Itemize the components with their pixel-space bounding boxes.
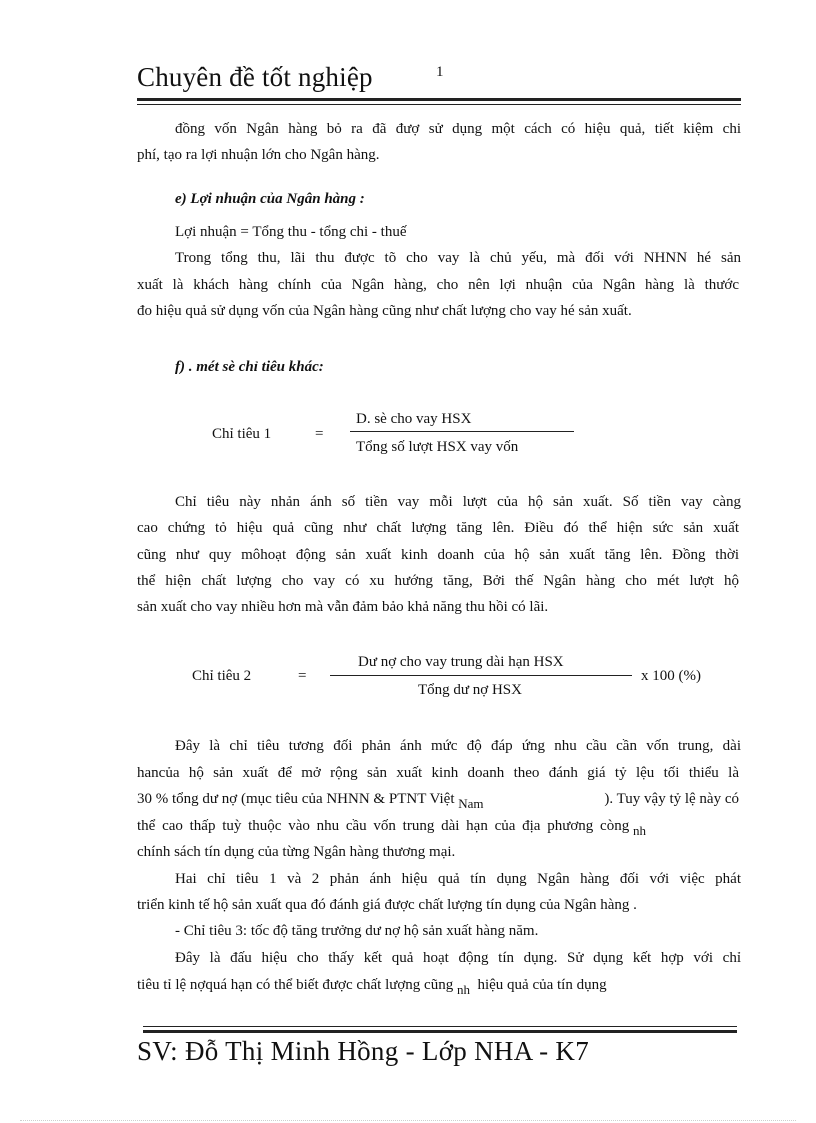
paragraph-line: triển kinh tế hộ sản xuất qua đó đánh giá được chất lượng tín dụng của Ngân hàng . — [137, 897, 637, 913]
footer-rule-top — [143, 1026, 737, 1027]
paragraph-line: Trong tổng thu, lãi thu được tõ cho vay là chủ yếu, mà đối với NHNN hé sản — [175, 250, 741, 266]
footer-rule-bottom — [143, 1030, 737, 1033]
paragraph-line: thể hiện chất lượng cho vay có xu hướng tăng, Bởi thế Ngân hàng cho mét lượt hộ — [137, 573, 739, 589]
page-edge-dots — [20, 1120, 796, 1121]
indicator-3: - Chỉ tiêu 3: tốc độ tăng trưởng dư nợ hộ sản xuất hàng năm. — [175, 923, 539, 939]
indicator-1-numerator: D. sè cho vay HSX — [356, 411, 472, 427]
section-heading-e: e) Lợi nhuận của Ngân hàng : — [175, 191, 365, 207]
paragraph-line-part — [137, 786, 484, 812]
indicator-2-numerator: Dư nợ cho vay trung dài hạn HSX — [358, 654, 564, 670]
indicator-1-fraction-bar — [350, 431, 574, 432]
header-rule-top — [137, 98, 741, 101]
paragraph-line-part: ). Tuy vậy tỷ lệ này có — [604, 791, 739, 807]
paragraph-line: cao chứng tỏ hiệu quả cũng như chất lượng tăng lên. Điều đó thể hiện sức sản xuất — [137, 520, 739, 536]
page-title: Chuyên đề tốt nghiệp — [137, 62, 373, 92]
paragraph-line: Đây là đấu hiệu cho thấy kết quả hoạt động tín dụng. Sử dụng kết hợp với chỉ — [175, 950, 741, 966]
indicator-2-denominator: Tổng dư nợ HSX — [418, 682, 522, 698]
paragraph-line: Hai chỉ tiêu 1 và 2 phản ánh hiệu quả tín dụng Ngân hàng đối với việc phát — [175, 871, 741, 887]
indicator-2-equals: = — [298, 668, 307, 684]
indicator-1-denominator: Tổng số lượt HSX vay vốn — [356, 439, 519, 455]
indicator-1-equals: = — [315, 426, 324, 442]
indicator-2-multiplier: x 100 (%) — [641, 668, 701, 684]
page-number: 1 — [436, 64, 444, 80]
footer-author: SV: Đỗ Thị Minh Hồng - Lớp NHA - K7 — [137, 1036, 590, 1066]
section-heading-f: f) . mét sè chỉ tiêu khác: — [175, 359, 324, 375]
paragraph-line: Đây là chỉ tiêu tương đối phản ánh mức độ đáp ứng nhu cầu cần vốn trung, dài — [175, 738, 741, 754]
indicator-2-fraction-bar — [330, 675, 632, 676]
paragraph-line: xuất là khách hàng chính của Ngân hàng, cho nên lợi nhuận của Ngân hàng là thước — [137, 277, 739, 293]
paragraph-line: đo hiệu quả sử dụng vốn của Ngân hàng cũng như chất lượng cho vay hé sản xuất. — [137, 303, 632, 319]
subscript-text: nh — [632, 823, 646, 838]
paragraph-line: phí, tạo ra lợi nhuận lớn cho Ngân hàng. — [137, 147, 380, 163]
paragraph-text: hiệu quả của tín dụng — [477, 977, 607, 993]
paragraph-line: sản xuất cho vay nhiều hơn mà vẫn đảm bảo khả năng thu hồi có lãi. — [137, 599, 549, 615]
paragraph-text: 30 % tổng dư nợ (mục tiêu của NHNN & PTNT Việt — [137, 791, 455, 807]
paragraph-line: đồng vốn Ngân hàng bỏ ra đã đượ sử dụng một cách có hiệu quả, tiết kiệm chi — [175, 121, 741, 137]
paragraph-line: Chỉ tiêu này nhản ánh số tiền vay mỗi lượt của hộ sản xuất. Số tiền vay càng — [175, 494, 741, 510]
paragraph-text: tiêu tỉ lệ nợquá hạn có thể biết được chất lượng cũng — [137, 977, 454, 993]
paragraph-text: thể cao thấp tuỳ thuộc vào nhu cầu vốn trung dài hạn của địa phương còng — [137, 818, 630, 834]
paragraph-line: cũng như quy môhoạt động sản xuất kinh doanh của hộ sản xuất tăng lên. Đồng thời — [137, 547, 739, 563]
paragraph-line — [137, 972, 607, 998]
paragraph-line — [137, 813, 646, 839]
subscript-text: nh — [456, 982, 470, 997]
paragraph-line: hancủa hộ sản xuất để mở rộng sản xuất kinh doanh theo đánh giá tỷ lệu tối thiểu là — [137, 765, 739, 781]
indicator-1-label: Chỉ tiêu 1 — [212, 426, 272, 442]
paragraph-line — [137, 786, 739, 812]
subscript-text: Nam — [458, 796, 484, 811]
profit-formula: Lợi nhuận = Tổng thu - tổng chi - thuế — [175, 224, 407, 240]
header-rule-bottom — [137, 104, 741, 105]
indicator-2-label: Chỉ tiêu 2 — [192, 668, 252, 684]
paragraph-line: chính sách tín dụng của từng Ngân hàng thương mại. — [137, 844, 456, 860]
